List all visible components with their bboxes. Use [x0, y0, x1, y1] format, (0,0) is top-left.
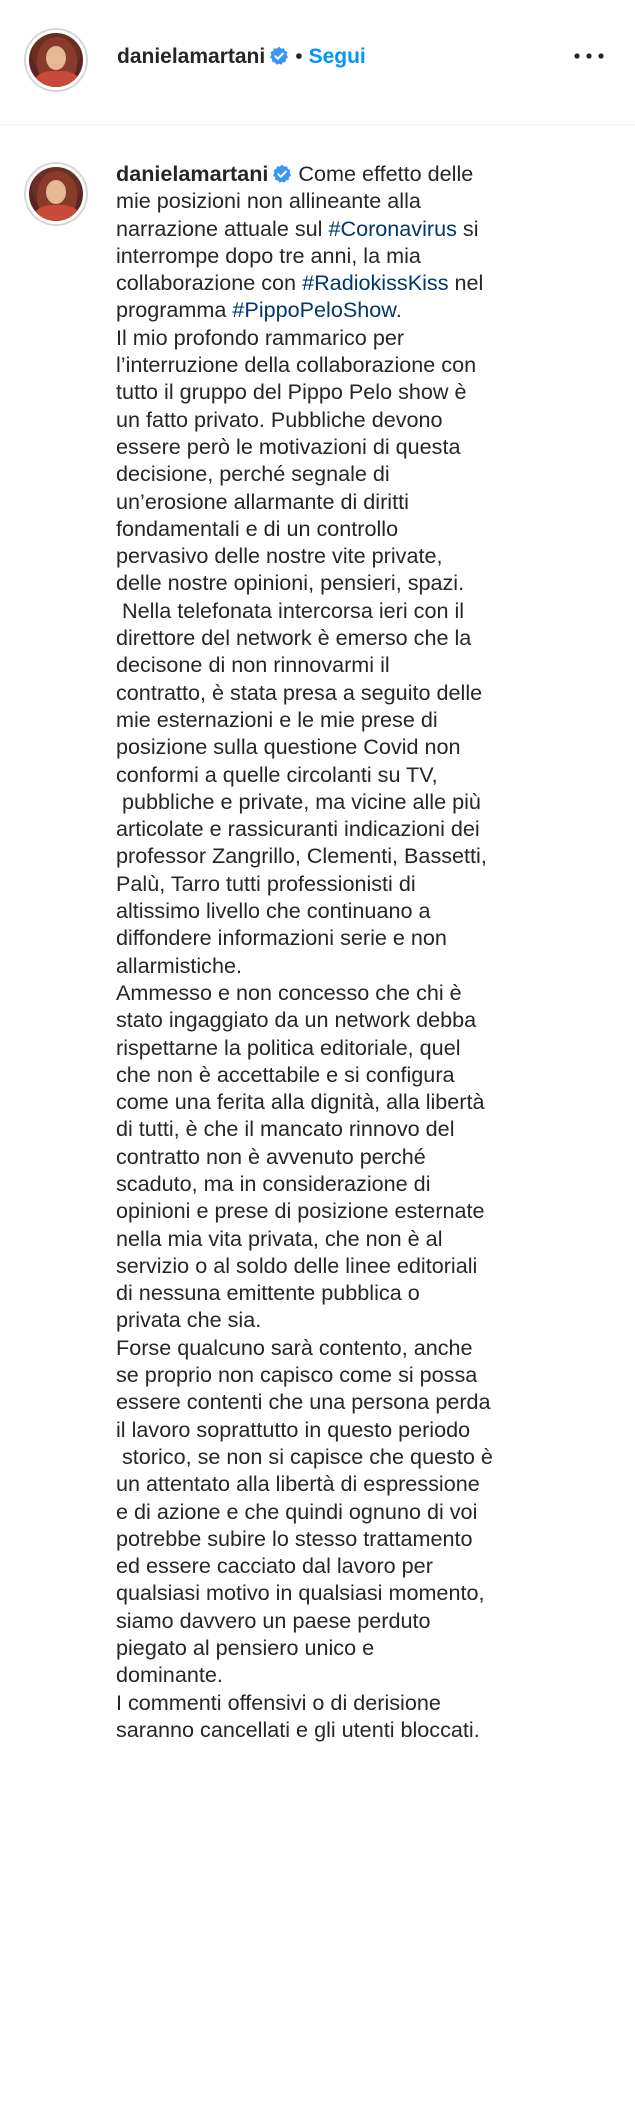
- profile-avatar[interactable]: [26, 30, 86, 90]
- caption-line: Come effetto delle: [292, 161, 474, 186]
- more-options-icon[interactable]: [569, 44, 609, 68]
- caption-line: collaborazione con: [116, 270, 303, 296]
- caption-line: nella mia vita privata, che non è al: [116, 1225, 443, 1251]
- caption-line: conformi a quelle circolanti su TV,: [116, 761, 438, 787]
- caption-line: rispettarne la politica editoriale, quel: [116, 1034, 461, 1060]
- caption-line: allarmistiche.: [116, 952, 242, 978]
- caption-line: mie posizioni non allineante alla: [116, 188, 421, 214]
- caption-line: ed essere cacciato dal lavoro per: [116, 1553, 433, 1579]
- caption-line: se proprio non capisco come si possa: [116, 1362, 478, 1388]
- caption-line: il lavoro soprattutto in questo periodo: [116, 1416, 471, 1442]
- caption-line: piegato al pensiero unico e: [116, 1635, 375, 1661]
- caption-line: pervasivo delle nostre vite private,: [116, 543, 443, 569]
- header-info: [117, 45, 366, 69]
- header-separator: •: [295, 45, 303, 68]
- hashtag-link[interactable]: #RadiokissKiss: [302, 270, 449, 296]
- caption-line: interrompe dopo tre anni, la mia: [116, 242, 421, 268]
- caption-line: I commenti offensivi o di derisione: [116, 1689, 441, 1715]
- caption-line: storico, se non si capisce che questo è: [116, 1443, 493, 1469]
- caption-line: essere però le motivazioni di questa: [116, 433, 461, 459]
- avatar-shirt: [35, 71, 79, 90]
- caption-line: che non è accettabile e si configura: [116, 1061, 455, 1087]
- caption-line: un’erosione allarmante di diritti: [116, 488, 409, 514]
- caption-line: l’interruzione della collaborazione con: [116, 352, 477, 378]
- follow-button[interactable]: Segui: [308, 45, 366, 68]
- caption-line: posizione sulla questione Covid non: [116, 734, 461, 760]
- caption-line: si: [456, 215, 479, 241]
- caption-line: privata che sia.: [116, 1307, 262, 1333]
- avatar-shirt: [35, 205, 79, 224]
- caption-line: decisone di non rinnovarmi il: [116, 652, 390, 678]
- caption-line: delle nostre opinioni, pensieri, spazi.: [116, 570, 465, 596]
- caption-line: tutto il gruppo del Pippo Pelo show è: [116, 379, 467, 405]
- caption-line: professor Zangrillo, Clementi, Bassetti,: [116, 843, 487, 869]
- caption-line: Nella telefonata intercorsa ieri con il: [116, 597, 465, 623]
- caption-line: stato ingaggiato da un network debba: [116, 1007, 477, 1033]
- caption-line: fondamentali e di un controllo: [116, 515, 399, 541]
- caption-line: e di azione e che quindi ognuno di voi: [116, 1498, 478, 1524]
- caption-line: potrebbe subire lo stesso trattamento: [116, 1525, 473, 1551]
- caption-line: nel: [448, 270, 484, 296]
- verified-badge-icon: [272, 164, 292, 184]
- avatar-face: [46, 180, 66, 204]
- caption-line: essere contenti che una persona perda: [116, 1389, 491, 1415]
- caption-line: come una ferita alla dignità, alla libertà: [116, 1089, 485, 1115]
- caption-line: di nessuna emittente pubblica o: [116, 1280, 420, 1306]
- caption-line: Ammesso e non concesso che chi è: [116, 979, 462, 1005]
- caption-line: decisione, perché segnale di: [116, 461, 390, 487]
- caption-line: saranno cancellati e gli utenti bloccati.: [116, 1716, 480, 1742]
- header-username[interactable]: danielamartani: [117, 45, 266, 68]
- caption-line: Il mio profondo rammarico per: [116, 324, 405, 350]
- caption-line: diffondere informazioni serie e non: [116, 925, 447, 951]
- caption-line: qualsiasi motivo in qualsiasi momento,: [116, 1580, 485, 1606]
- caption-line: Forse qualcuno sarà contento, anche: [116, 1334, 473, 1360]
- caption-line: pubbliche e private, ma vicine alle più: [116, 788, 481, 814]
- caption-avatar[interactable]: [26, 164, 86, 224]
- caption-username[interactable]: danielamartani: [116, 161, 269, 186]
- caption-line: un attentato alla libertà di espressione: [116, 1471, 480, 1497]
- caption-line: contratto, è stata presa a seguito delle: [116, 679, 483, 705]
- caption-line: servizio o al soldo delle linee editoriali: [116, 1252, 478, 1278]
- caption-line: contratto non è avvenuto perché: [116, 1143, 426, 1169]
- avatar-face: [46, 46, 66, 70]
- verified-badge-icon: [269, 46, 289, 66]
- caption-line: direttore del network è emerso che la: [116, 625, 472, 651]
- caption-line: articolate e rassicuranti indicazioni dei: [116, 816, 480, 842]
- caption-line: programma: [116, 297, 233, 323]
- caption-line: narrazione attuale sul: [116, 215, 329, 241]
- caption-line: dominante.: [116, 1662, 223, 1688]
- hashtag-link[interactable]: #PippoPeloShow: [232, 297, 396, 323]
- caption-line: di tutti, è che il mancato rinnovo del: [116, 1116, 455, 1142]
- caption-line: scaduto, ma in considerazione di: [116, 1170, 431, 1196]
- caption-line: un fatto privato. Pubbliche devono: [116, 406, 443, 432]
- hashtag-link[interactable]: #Coronavirus: [328, 215, 457, 241]
- post-header: [0, 0, 635, 125]
- caption-line: mie esternazioni e le mie prese di: [116, 706, 438, 732]
- caption-line: siamo davvero un paese perduto: [116, 1607, 431, 1633]
- caption-line: Palù, Tarro tutti professionisti di: [116, 870, 416, 896]
- caption-line: opinioni e prese di posizione esternate: [116, 1198, 485, 1224]
- caption-text: [116, 160, 616, 1743]
- caption-line: .: [395, 297, 402, 323]
- caption-line: altissimo livello che continuano a: [116, 898, 431, 924]
